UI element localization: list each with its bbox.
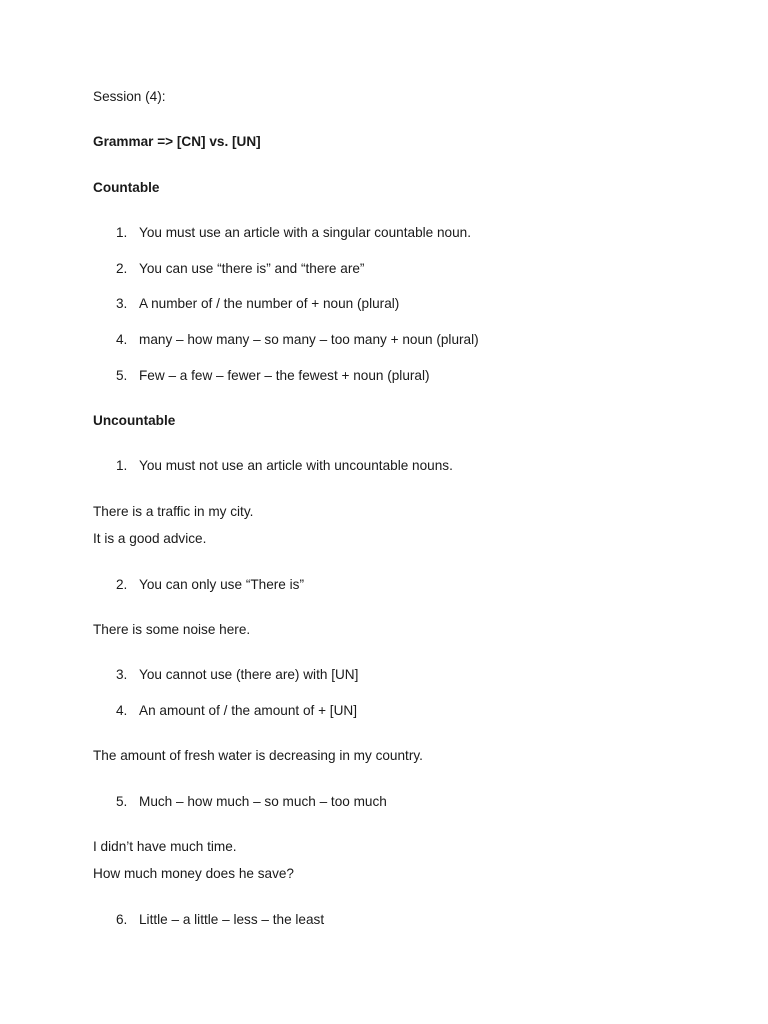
list-text: Few – a few – fewer – the fewest + noun (plural) [139,368,430,383]
list-number: 4. [116,332,128,347]
list-number: 3. [116,296,128,311]
list-text: many – how many – so many – too many + noun (plural) [139,332,479,347]
list-text: Little – a little – less – the least [139,912,325,927]
list-text: You can use “there is” and “there are” [139,261,365,276]
list-number: 3. [116,667,128,682]
session-title: Session (4): [93,89,166,104]
list-text: An amount of / the amount of + [UN] [139,703,357,718]
example-sentence: The amount of fresh water is decreasing in my country. [93,748,423,763]
list-number: 4. [116,703,128,718]
list-number: 2. [116,577,128,592]
list-text: You cannot use (there are) with [UN] [139,667,359,682]
list-text: A number of / the number of + noun (plural) [139,296,400,311]
list-number: 6. [116,912,128,927]
countable-heading: Countable [93,180,160,195]
uncountable-heading: Uncountable [93,413,176,428]
example-sentence: There is some noise here. [93,622,251,637]
list-text: You must not use an article with uncountable nouns. [139,458,453,473]
list-number: 2. [116,261,128,276]
list-text: You must use an article with a singular countable noun. [139,225,471,240]
example-sentence: It is a good advice. [93,531,207,546]
grammar-heading: Grammar => [CN] vs. [UN] [93,134,261,149]
list-number: 5. [116,794,128,809]
list-number: 1. [116,225,128,240]
list-number: 1. [116,458,128,473]
list-text: Much – how much – so much – too much [139,794,387,809]
example-sentence: There is a traffic in my city. [93,504,254,519]
list-text: You can only use “There is” [139,577,304,592]
example-sentence: How much money does he save? [93,866,294,881]
example-sentence: I didn’t have much time. [93,839,237,854]
list-number: 5. [116,368,128,383]
